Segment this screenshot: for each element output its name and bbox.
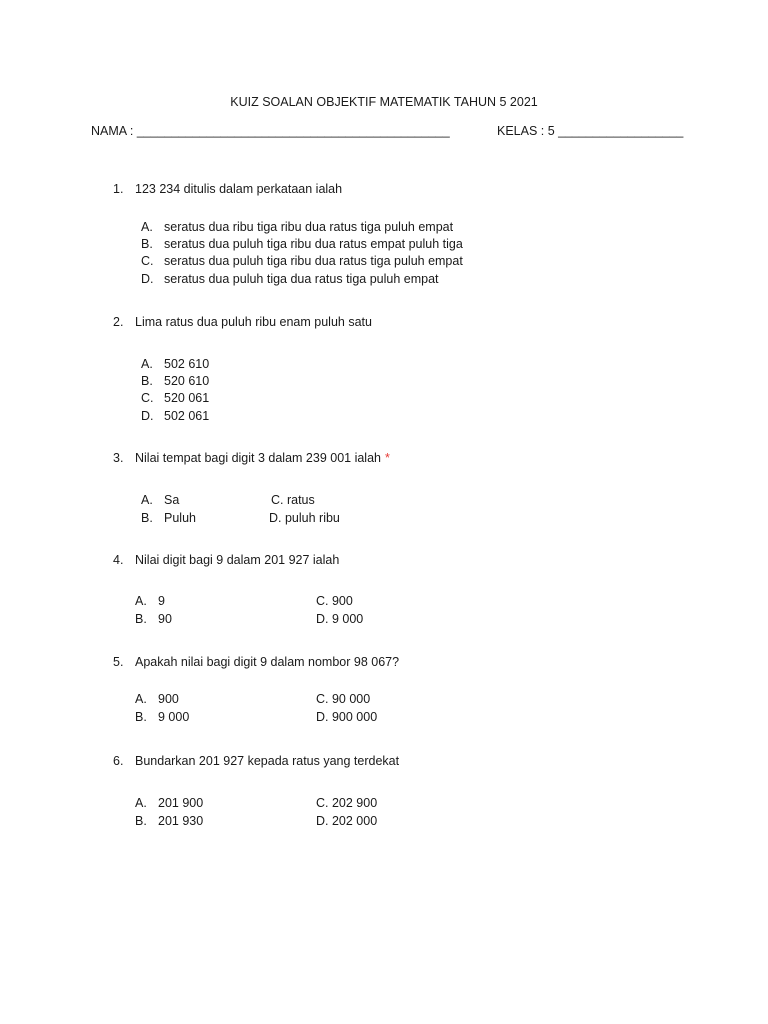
- option-letter: D.: [141, 272, 154, 286]
- option-letter: B.: [141, 511, 153, 525]
- kelas-field-label: KELAS : 5 __________________: [497, 124, 684, 138]
- question-number: 6.: [113, 754, 124, 768]
- option-1a: [141, 219, 453, 236]
- option-letter: A.: [141, 357, 153, 371]
- option-text: 520 610: [164, 374, 210, 388]
- option-2d: [141, 408, 209, 425]
- question-number: 3.: [113, 451, 124, 465]
- option-4c: C. 900: [316, 594, 353, 608]
- question-text: Lima ratus dua puluh ribu enam puluh satu: [135, 315, 372, 329]
- option-text: Puluh: [164, 511, 196, 525]
- option-4d: D. 9 000: [316, 612, 364, 626]
- option-2b: [141, 373, 209, 390]
- option-text: 201 930: [158, 814, 204, 828]
- option-6d: D. 202 000: [316, 814, 378, 828]
- document-title: KUIZ SOALAN OBJEKTIF MATEMATIK TAHUN 5 2021: [230, 95, 538, 109]
- option-3a: [141, 492, 179, 509]
- question-number: 5.: [113, 655, 124, 669]
- question-text: Nilai digit bagi 9 dalam 201 927 ialah: [135, 553, 340, 567]
- question-5: [113, 654, 399, 671]
- option-3c: C. ratus: [271, 493, 315, 507]
- option-letter: D.: [141, 409, 154, 423]
- question-text: Nilai tempat bagi digit 3 dalam 239 001 ialah: [135, 451, 381, 465]
- question-6: [113, 753, 399, 770]
- option-letter: A.: [141, 220, 153, 234]
- option-text: 900: [158, 692, 179, 706]
- question-2: [113, 314, 372, 331]
- option-letter: B.: [135, 814, 147, 828]
- option-5b: [135, 709, 189, 726]
- question-number: 1.: [113, 182, 124, 196]
- option-text: Sa: [164, 493, 180, 507]
- option-letter: B.: [135, 710, 147, 724]
- question-3: [113, 450, 390, 467]
- option-3b: [141, 510, 196, 527]
- option-letter: A.: [135, 796, 147, 810]
- option-text: 9: [158, 594, 165, 608]
- nama-field-label: NAMA : _____________________________________________: [91, 124, 450, 138]
- option-1d: [141, 271, 439, 288]
- option-letter: B.: [135, 612, 147, 626]
- option-letter: A.: [135, 692, 147, 706]
- required-asterisk: *: [385, 451, 390, 465]
- question-1: [113, 181, 342, 198]
- option-5a: [135, 691, 179, 708]
- option-letter: A.: [141, 493, 153, 507]
- option-letter: B.: [141, 374, 153, 388]
- question-number: 2.: [113, 315, 124, 329]
- option-letter: A.: [135, 594, 147, 608]
- option-text: 90: [158, 612, 172, 626]
- option-text: 502 061: [164, 409, 210, 423]
- option-text: seratus dua ribu tiga ribu dua ratus tiga puluh empat: [164, 220, 454, 234]
- option-4a: [135, 593, 165, 610]
- option-6a: [135, 795, 203, 812]
- option-5d: D. 900 000: [316, 710, 378, 724]
- option-1b: [141, 236, 463, 253]
- option-6c: C. 202 900: [316, 796, 378, 810]
- option-letter: C.: [141, 391, 154, 405]
- option-text: seratus dua puluh tiga dua ratus tiga puluh empat: [164, 272, 439, 286]
- option-text: 201 900: [158, 796, 204, 810]
- option-3d: D. puluh ribu: [269, 511, 340, 525]
- option-text: seratus dua puluh tiga ribu dua ratus tiga puluh empat: [164, 254, 463, 268]
- option-5c: C. 90 000: [316, 692, 371, 706]
- option-text: 9 000: [158, 710, 190, 724]
- option-2a: [141, 356, 209, 373]
- option-text: seratus dua puluh tiga ribu dua ratus empat puluh tiga: [164, 237, 463, 251]
- option-text: 502 610: [164, 357, 210, 371]
- question-text: Bundarkan 201 927 kepada ratus yang terdekat: [135, 754, 400, 768]
- option-1c: [141, 253, 463, 270]
- question-number: 4.: [113, 553, 124, 567]
- question-4: [113, 552, 339, 569]
- option-letter: C.: [141, 254, 154, 268]
- question-text: 123 234 ditulis dalam perkataan ialah: [135, 182, 343, 196]
- option-text: 520 061: [164, 391, 210, 405]
- option-letter: B.: [141, 237, 153, 251]
- option-6b: [135, 813, 203, 830]
- question-text: Apakah nilai bagi digit 9 dalam nombor 98 067?: [135, 655, 400, 669]
- option-2c: [141, 390, 209, 407]
- option-4b: [135, 611, 172, 628]
